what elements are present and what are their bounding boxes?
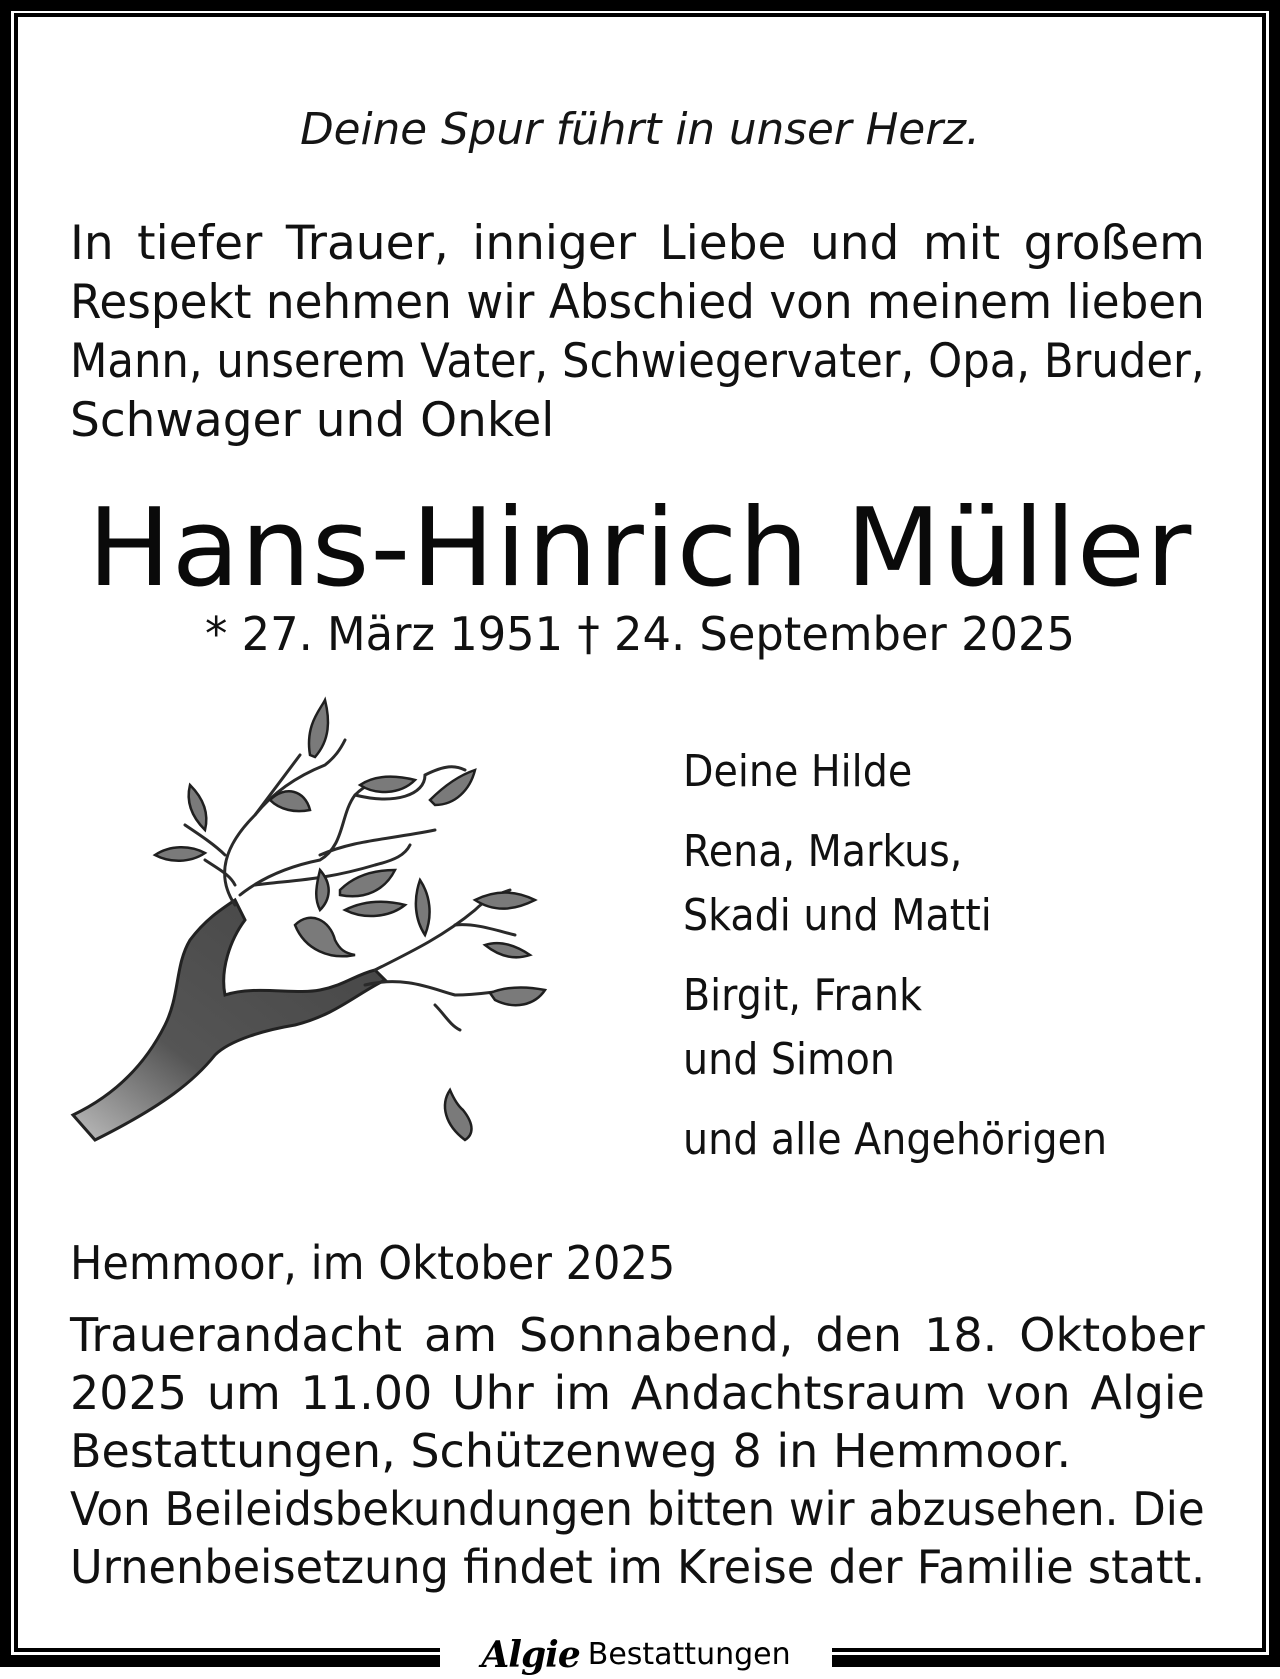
family-line: Birgit, Frank: [683, 970, 923, 1021]
life-dates: * 27. März 1951 † 24. September 2025: [205, 607, 1075, 661]
intro-line: Respekt nehmen wir Abschied von meinem lieben: [70, 275, 1205, 330]
service-details: [70, 1306, 1205, 1596]
intro-line: In tiefer Trauer, inniger Liebe und mit großem: [70, 216, 1205, 271]
service-line: Trauerandacht am Sonnabend, den 18. Oktober: [70, 1308, 1205, 1362]
family-line: Deine Hilde: [683, 746, 913, 797]
family-line: und alle Angehörigen: [683, 1114, 1108, 1165]
tree-branch-icon: [55, 695, 575, 1180]
service-line: Von Beileidsbekundungen bitten wir abzusehen. Die: [70, 1482, 1205, 1536]
logo-script-wordmark: Algie: [481, 1633, 580, 1676]
family-line: Rena, Markus,: [683, 826, 963, 877]
deceased-name: Hans-Hinrich Müller: [87, 486, 1193, 611]
service-line: Urnenbeisetzung findet im Kreise der Familie statt.: [70, 1540, 1206, 1594]
family-group: [683, 820, 1154, 948]
family-group: [683, 964, 1154, 1092]
intro-paragraph: [70, 214, 1205, 450]
motto: Deine Spur führt in unser Herz.: [300, 104, 980, 155]
family-group: [683, 1108, 1154, 1172]
family-line: und Simon: [683, 1034, 895, 1085]
family-group: [683, 740, 1154, 804]
intro-line: Schwager und Onkel: [70, 393, 555, 448]
family-line: Skadi und Matti: [683, 890, 992, 941]
place-and-date: Hemmoor, im Oktober 2025: [70, 1236, 676, 1290]
logo-text: Bestattungen: [587, 1637, 791, 1672]
service-line: 2025 um 11.00 Uhr im Andachtsraum von Algie: [70, 1366, 1205, 1420]
intro-line: Mann, unserem Vater, Schwiegervater, Opa, Bruder,: [70, 334, 1205, 389]
family-signatures: [683, 740, 1154, 1188]
service-line: Bestattungen, Schützenweg 8 in Hemmoor.: [70, 1424, 1072, 1478]
funeral-home-logo: [440, 1630, 832, 1679]
